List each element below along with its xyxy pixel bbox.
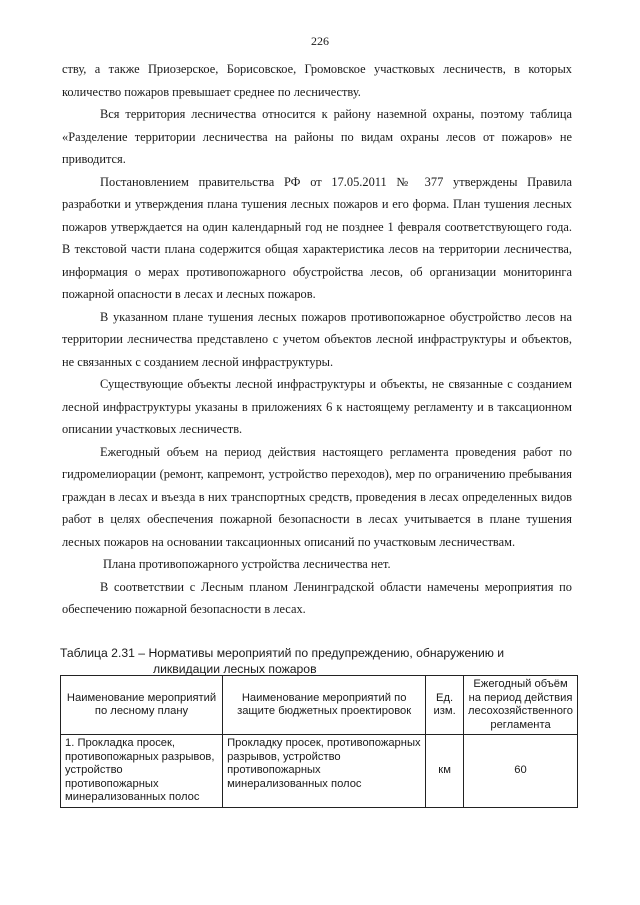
table-header-row xyxy=(61,676,578,735)
paragraph: В указанном плане тушения лесных пожаров противопожарное обустройство лесов на территории лесничества представлено с учетом объектов лесной инфраструктуры и объектов, не связанных с созданием лесной инфраструктуры. xyxy=(62,309,572,369)
cell-annual-volume: 60 xyxy=(464,735,578,808)
paragraph: ству, а также Приозерское, Борисовское, Громовское участковых лесничеств, в которых количество пожаров превышает среднее по лесничеству. xyxy=(62,62,572,99)
norms-table xyxy=(60,675,578,808)
paragraph: Вся территория лесничества относится к району наземной охраны, поэтому таблица «Разделение территории лесничества на районы по видам охраны лесов от пожаров» не приводится. xyxy=(62,107,572,166)
table-caption xyxy=(60,645,580,677)
paragraph: Ежегодный объем на период действия настоящего регламента проведения работ по гидромелиорации (ремонт, капремонт, устройство переходов), мер по ограничению пребывания граждан в лесах и въезда в них транспортных средств, проведения в лесах определенных видов работ в целях обеспечения пожарной безопасности в лесах учитывается в плане тушения лесных пожаров на основании таксационных описаний по участковым лесничествам. xyxy=(62,444,572,549)
body-text xyxy=(62,58,572,621)
header-unit: Ед. изм. xyxy=(426,676,464,735)
cell-unit: км xyxy=(426,735,464,808)
table-row xyxy=(61,735,578,808)
cell-name-budget: Прокладку просек, противопожарных разрывов, устройство противопожарных минерализованных полос xyxy=(223,735,426,808)
paragraph: В соответствии с Лесным планом Ленинградской области намечены мероприятия по обеспечению пожарной безопасности в лесах. xyxy=(62,579,572,616)
page-number: 226 xyxy=(311,34,329,48)
header-name-forest-plan: Наименование мероприятий по лесному плану xyxy=(61,676,223,735)
table-caption-line1: Таблица 2.31 – Нормативы мероприятий по предупреждению, обнаружению и xyxy=(60,646,505,660)
paragraph: Плана противопожарного устройства лесничества нет. xyxy=(103,557,391,571)
header-annual-volume: Ежегодный объём на период действия лесохозяйственного регламента xyxy=(464,676,578,735)
header-name-budget: Наименование мероприятий по защите бюджетных проектировок xyxy=(223,676,426,735)
paragraph: Существующие объекты лесной инфраструктуры и объекты, не связанные с созданием лесной инфраструктуры указаны в приложениях 6 к настоящему регламенту и в таксационном описании участковых лесничеств. xyxy=(62,377,572,436)
paragraph: Постановлением правительства РФ от 17.05.2011 № 377 утверждены Правила разработки и утверждения плана тушения лесных пожаров и его форма. План тушения лесных пожаров утверждается на один календарный год не позднее 1 февраля соответствующего года. В текстовой части плана содержится общая характеристика лесов на территории лесничества, информация о мерах противопожарного обустройства лесов, об организации мониторинга пожарной опасности в лесах и лесных пожаров. xyxy=(62,174,572,301)
table-caption-line2: ликвидации лесных пожаров xyxy=(153,662,317,676)
cell-name-forest-plan: 1. Прокладка просек, противопожарных разрывов, устройство противопожарных минерализованных полос xyxy=(61,735,223,808)
